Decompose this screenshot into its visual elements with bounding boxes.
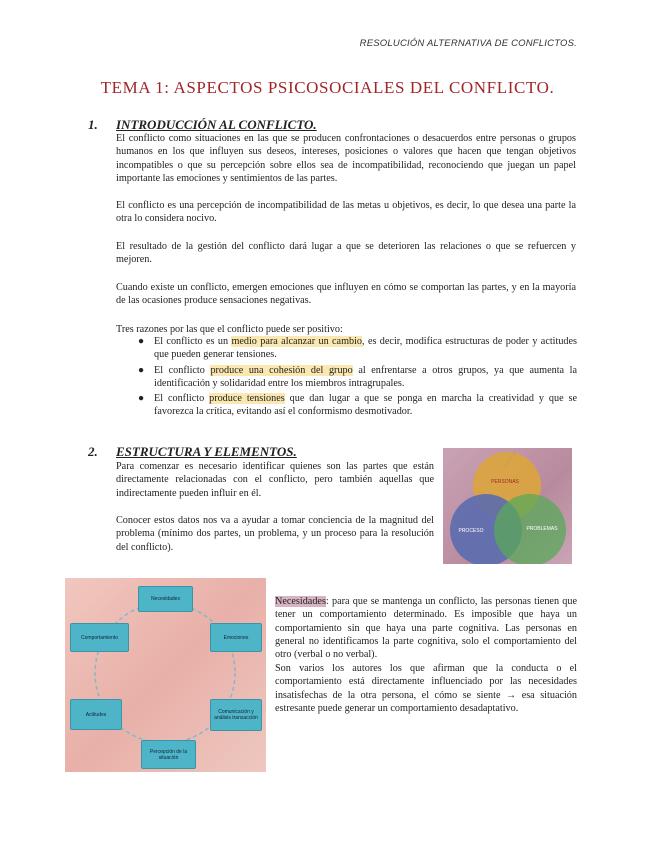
highlight: medio para alcanzar un cambio: [231, 336, 363, 347]
section-1-paragraph-1: El conflicto como situaciones en las que se producen confrontaciones o desacuerdos entre personas o grupos humanos en los que influyen sus deseos, intereses, posiciones o valores que hacen que tengan objetivos incompatibles o que su percepción sobre ellos sea de incompatibilidad, reconociendo que juegan un papel importante las emociones y sentimientos de las partes.: [116, 133, 576, 184]
section-1-paragraph-3: El resultado de la gestión del conflicto dará lugar a que se deterioren las relaciones o que se refuercen y mejoren.: [116, 241, 576, 266]
needs-term: Necesidades: [275, 596, 326, 607]
page-title: TEMA 1: ASPECTOS PSICOSOCIALES DEL CONFLICTO.: [100, 78, 555, 97]
section-1-paragraph-4: Cuando existe un conflicto, emergen emociones que influyen en cómo se comportan las partes, y en la mayoría de las ocasiones produce sensaciones negativas.: [116, 282, 576, 307]
cycle-node-emociones: Emociones: [210, 623, 262, 652]
section-1-paragraph-5: Tres razones por las que el conflicto puede ser positivo:: [116, 324, 343, 335]
venn-label-problemas: PROBLEMAS: [526, 526, 558, 532]
venn-svg: [443, 448, 572, 564]
cycle-node-necesidades: Necesidades: [138, 586, 193, 612]
cycle-node-actitudes: Actitudes: [70, 699, 122, 730]
section-2-paragraph-2: Conocer estos datos nos va a ayudar a tomar conciencia de la magnitud del problema (mínimo dos partes, un problema, y un proceso para la resolución del conflicto).: [116, 515, 434, 553]
venn-label-personas: PERSONAS: [491, 479, 519, 485]
cycle-node-percepcion: Percepción de la situación: [141, 740, 196, 769]
running-header: RESOLUCIÓN ALTERNATIVA DE CONFLICTOS.: [359, 38, 577, 49]
needs-paragraph-1: Necesidades: para que se mantenga un conflicto, las personas tienen que tener un comportamiento determinado. Es imposible que haya un comportamiento sin que haya una parte cognitiva. Las personas en general no identificamos la parte cognitiva, solo el comportamiento del otro (verbal o no verbal).: [275, 596, 577, 661]
needs-paragraph-2: Son varios los autores los que afirman que la conducta o el comportamiento está directamente influenciado por las necesidades insatisfechas de la otra persona, el cómo se siente → esa situación estresante puede generar un comportamiento desadaptativo.: [275, 663, 577, 714]
section-1-paragraph-2: El conflicto es una percepción de incompatibilidad de las metas u objetivos, es decir, lo que desea una parte la otra lo considera nocivo.: [116, 200, 576, 225]
section-2-paragraph-1: Para comenzar es necesario identificar quienes son las partes que están directamente relacionadas con el conflicto, pero también aquellas que indirectamente pueden influir en él.: [116, 461, 434, 499]
cycle-node-comunicacion: Comunicación y análisis transacción: [210, 699, 262, 731]
highlight: produce una cohesión del grupo: [210, 364, 353, 376]
positive-reasons-list: [136, 335, 577, 421]
venn-diagram: [443, 448, 572, 564]
cycle-diagram: [65, 578, 266, 772]
section-2-title: ESTRUCTURA Y ELEMENTOS.: [116, 444, 297, 459]
section-1-title: INTRODUCCIÓN AL CONFLICTO.: [116, 117, 317, 132]
section-2-number: 2.: [88, 444, 98, 459]
list-item: ● El conflicto produce una cohesión del grupo al enfrentarse a otros grupos, ya que aumenta la identificación y solidaridad entre los miembros intragrupales.: [138, 364, 577, 389]
bullet-icon: ●: [138, 393, 145, 405]
venn-label-proceso: PROCESO: [458, 528, 484, 534]
list-item: ● El conflicto es un medio para alcanzar un cambio, es decir, modifica estructuras de poder y actitudes que pueden generar tensiones.: [138, 336, 578, 361]
bullet-icon: ●: [138, 336, 145, 347]
cycle-node-comportamiento: Comportamiento: [70, 623, 129, 652]
highlight: produce tensiones: [209, 393, 285, 405]
bullet-icon: ●: [138, 364, 145, 376]
section-1-number: 1.: [88, 117, 98, 132]
list-item: ● El conflicto produce tensiones que dan lugar a que se ponga en marcha la creatividad y que se favorezca la crítica, evitando así el conformismo desmotivador.: [138, 393, 577, 418]
